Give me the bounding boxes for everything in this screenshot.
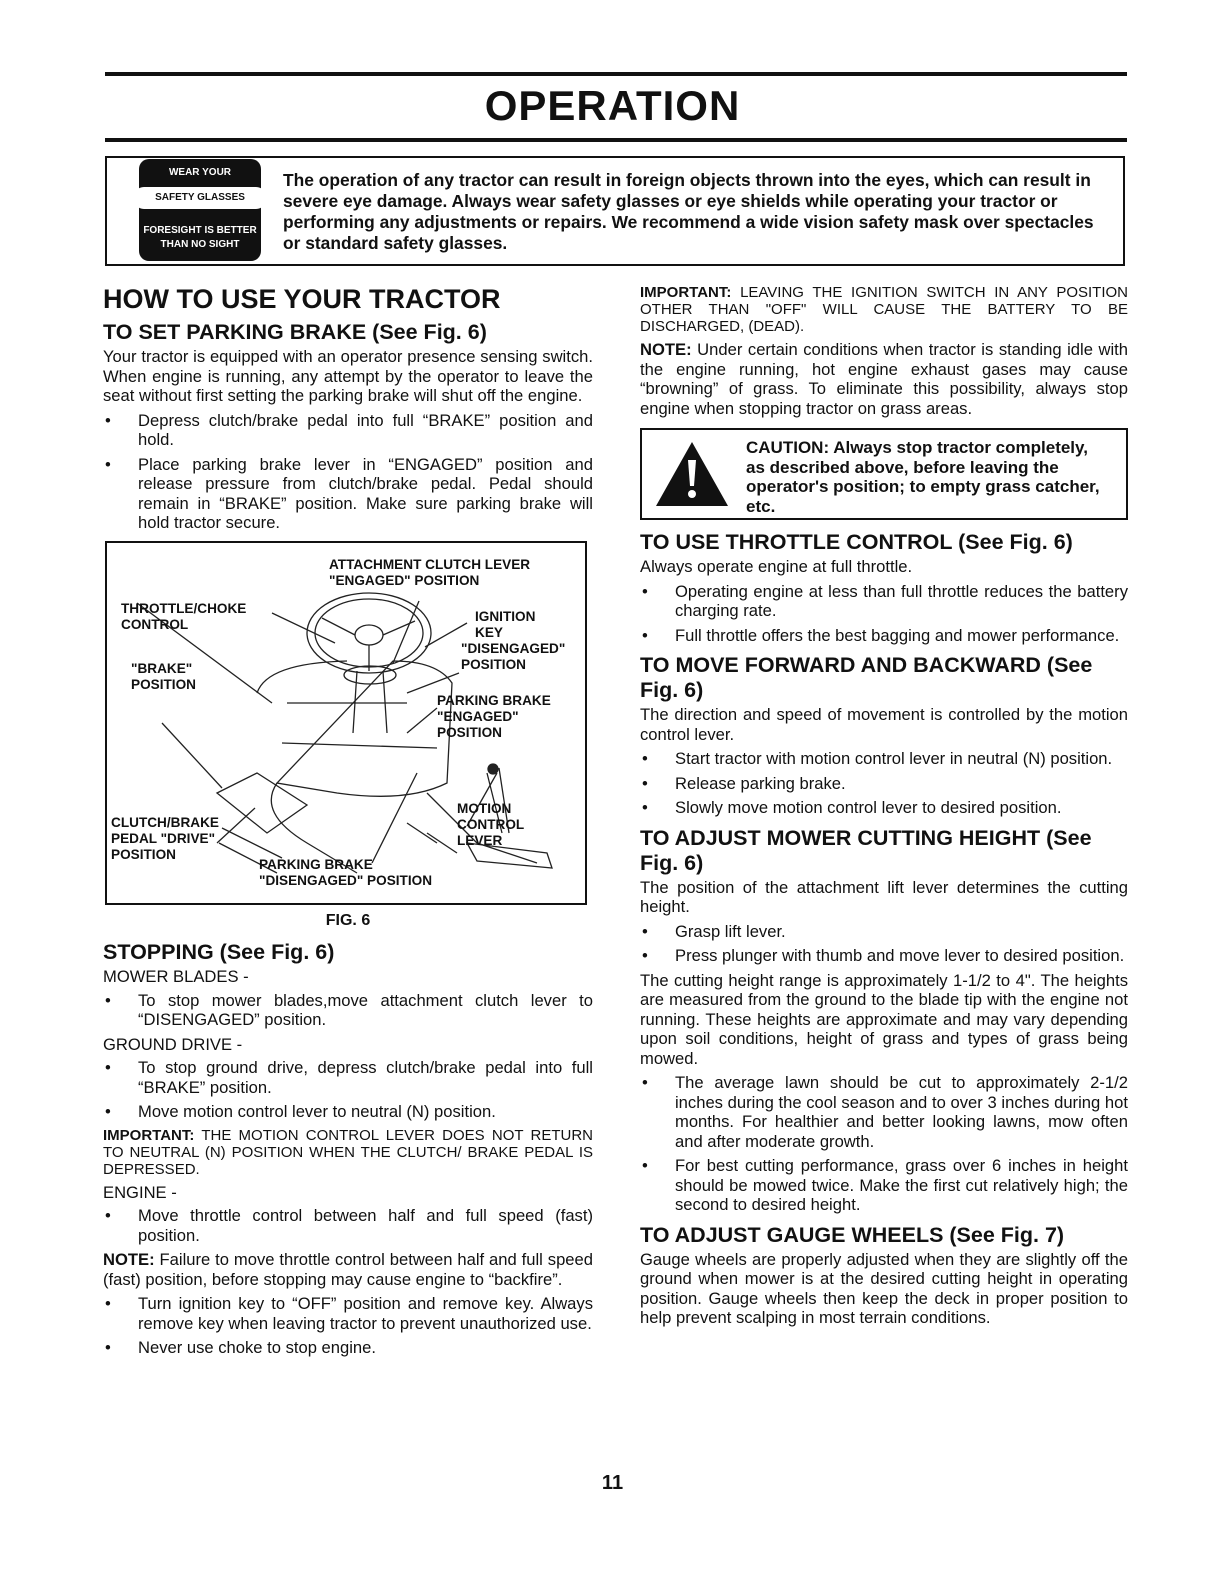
figure-6-tractor-controls	[105, 541, 587, 905]
label-parking-brake-engaged: PARKING BRAKE "ENGAGED" POSITION	[437, 692, 551, 740]
gauge-heading: TO ADJUST GAUGE WHEELS (See Fig. 7)	[640, 1222, 1065, 1247]
note-text: Failure to move throttle control between half and full speed (fast) position, before stopping may cause engine to “backfire”.	[103, 1250, 593, 1289]
eye-safety-warning	[105, 156, 1125, 266]
engine-bullet-3: • Never use choke to stop engine.	[103, 1338, 593, 1358]
throttle-bullet-1: • Operating engine at less than full throttle reduces the battery charging rate.	[640, 582, 1128, 621]
left-column	[103, 282, 593, 1363]
label-clutch-brake-pedal: CLUTCH/BRAKE PEDAL "DRIVE" POSITION	[111, 814, 219, 862]
browning-note	[640, 340, 1128, 418]
height-paragraph: The cutting height range is approximately 1-1/2 to 4". The heights are measured from the ground to the blade tip with the engine not running. These heights are approximate and may vary depending upon soil conditions, height of grass and types of grass being mowed.	[640, 970, 1128, 1068]
figure-caption: FIG. 6	[325, 911, 371, 929]
important-text: LEAVING THE IGNITION SWITCH IN ANY POSITION OTHER THAN "OFF" WILL CAUSE THE BATTERY TO BE DISCHARGED, (DEAD).	[640, 284, 1128, 335]
engine-bullet-1: • Move throttle control between half and full speed (fast) position.	[103, 1206, 593, 1245]
backfire-note	[103, 1250, 593, 1289]
label-motion-control-lever: MOTION CONTROL LEVER	[457, 800, 525, 848]
important-ignition-note	[640, 284, 1128, 335]
height-intro: The position of the attachment lift lever determines the cutting height.	[640, 877, 1128, 916]
caution-text: CAUTION: Always stop tractor completely, as described above, before leaving the operator's position; to empty grass catcher, etc.	[746, 438, 1100, 516]
throttle-heading: TO USE THROTTLE CONTROL (See Fig. 6)	[640, 530, 1073, 554]
section-title: HOW TO USE YOUR TRACTOR	[103, 284, 501, 314]
label-brake-position: "BRAKE" POSITION	[131, 660, 196, 692]
ground-drive-label: GROUND DRIVE -	[103, 1034, 243, 1054]
engine-label: ENGINE -	[103, 1182, 177, 1202]
move-bullet-3: • Slowly move motion control lever to desired position.	[640, 798, 1128, 818]
warning-text: The operation of any tractor can result in foreign objects thrown into the eyes, which can result in severe eye damage. Always wear safety glasses or eye shields while operating your tractor or performing any adjustments or repairs. We recommend a wide vision safety mask over spectacles or standard safety glasses.	[283, 170, 1094, 253]
note-label: NOTE:	[103, 1250, 155, 1269]
label-throttle-choke: THROTTLE/CHOKE CONTROL	[121, 600, 247, 632]
page-number: 11	[601, 1472, 624, 1494]
note-label: NOTE:	[640, 340, 692, 359]
note-text: Under certain conditions when tractor is standing idle with the engine running, hot engine exhaust gases may cause “browning” of grass. To eliminate this possibility, always stop engine when stopping tractor on grass areas.	[640, 340, 1128, 418]
icon-text-line1: WEAR YOUR	[168, 167, 232, 178]
label-ignition-key: IGNITION KEY	[475, 608, 536, 640]
safety-glasses-icon	[139, 159, 261, 261]
stopping-heading: STOPPING (See Fig. 6)	[103, 940, 335, 964]
important-neutral-note	[103, 1127, 593, 1178]
caution-box	[640, 428, 1128, 520]
parking-bullet-2: • Place parking brake lever in “ENGAGED” position and release pressure from clutch/brake pedal. Pedal should remain in “BRAKE” position. Make sure parking brake will hold tractor secure.	[103, 455, 593, 533]
throttle-bullet-2: • Full throttle offers the best bagging and mower performance.	[640, 626, 1128, 646]
important-label: IMPORTANT:	[640, 284, 732, 301]
mower-blades-label: MOWER BLADES -	[103, 967, 249, 986]
header-rule-bottom	[105, 138, 1127, 142]
parking-bullet-1: • Depress clutch/brake pedal into full “BRAKE” position and hold.	[103, 411, 593, 450]
move-intro: The direction and speed of movement is controlled by the motion control lever.	[640, 705, 1128, 744]
gauge-text: Gauge wheels are properly adjusted when they are slightly off the ground when mower is at the desired cutting height in operating position. Gauge wheels then keep the deck in proper position to help prevent scalping in most terrain conditions.	[640, 1249, 1128, 1327]
label-disengaged-position: "DISENGAGED" POSITION	[461, 640, 566, 672]
parking-brake-intro: Your tractor is equipped with an operator presence sensing switch. When engine is running, any attempt by the operator to leave the seat without first setting the parking brake will shut off the engine.	[103, 347, 593, 405]
icon-text-line4: THAN NO SIGHT	[160, 239, 240, 250]
move-heading: TO MOVE FORWARD AND BACKWARD (See Fig. 6)	[640, 653, 1093, 702]
label-parking-brake-disengaged: PARKING BRAKE "DISENGAGED" POSITION	[259, 856, 433, 888]
height-heading: TO ADJUST MOWER CUTTING HEIGHT (See Fig. 6)	[640, 825, 1092, 875]
label-attachment-clutch: ATTACHMENT CLUTCH LEVER "ENGAGED" POSITION	[329, 556, 531, 588]
icon-text-line3: FORESIGHT IS BETTER	[143, 225, 257, 236]
ground-bullet-2: • Move motion control lever to neutral (N) position.	[103, 1102, 593, 1122]
engine-bullet-2: • Turn ignition key to “OFF” position and remove key. Always remove key when leaving tractor to prevent unauthorized use.	[103, 1294, 593, 1333]
parking-brake-heading: TO SET PARKING BRAKE (See Fig. 6)	[103, 320, 487, 344]
caution-triangle-icon	[652, 438, 732, 510]
right-column	[640, 284, 1128, 1333]
height-bullet-4: • For best cutting performance, grass over 6 inches in height should be mowed twice. Make the first cut relatively high; the second to desired height.	[640, 1156, 1128, 1215]
height-bullet-2: • Press plunger with thumb and move lever to desired position.	[640, 946, 1128, 966]
page-title: OPERATION	[484, 82, 741, 129]
blades-bullet-1: • To stop mower blades,move attachment clutch lever to “DISENGAGED” position.	[103, 991, 593, 1030]
throttle-intro: Always operate engine at full throttle.	[640, 557, 913, 576]
move-bullet-1: • Start tractor with motion control lever in neutral (N) position.	[640, 749, 1128, 769]
icon-text-line2: SAFETY GLASSES	[133, 187, 267, 209]
move-bullet-2: • Release parking brake.	[640, 774, 1128, 794]
height-bullet-1: • Grasp lift lever.	[640, 922, 1128, 942]
ground-bullet-1: • To stop ground drive, depress clutch/brake pedal into full “BRAKE” position.	[103, 1058, 593, 1097]
important-text: THE MOTION CONTROL LEVER DOES NOT RETURN TO NEUTRAL (N) POSITION WHEN THE CLUTCH/ BRAKE PEDAL IS DEPRESSED.	[103, 1126, 593, 1178]
important-label: IMPORTANT:	[103, 1126, 195, 1144]
height-bullet-3: • The average lawn should be cut to approximately 2-1/2 inches during the cool season and to over 3 inches during hot months. For healthier and better looking lawns, mow often and after moderate growth.	[640, 1073, 1128, 1151]
header-rule-top	[105, 72, 1127, 76]
